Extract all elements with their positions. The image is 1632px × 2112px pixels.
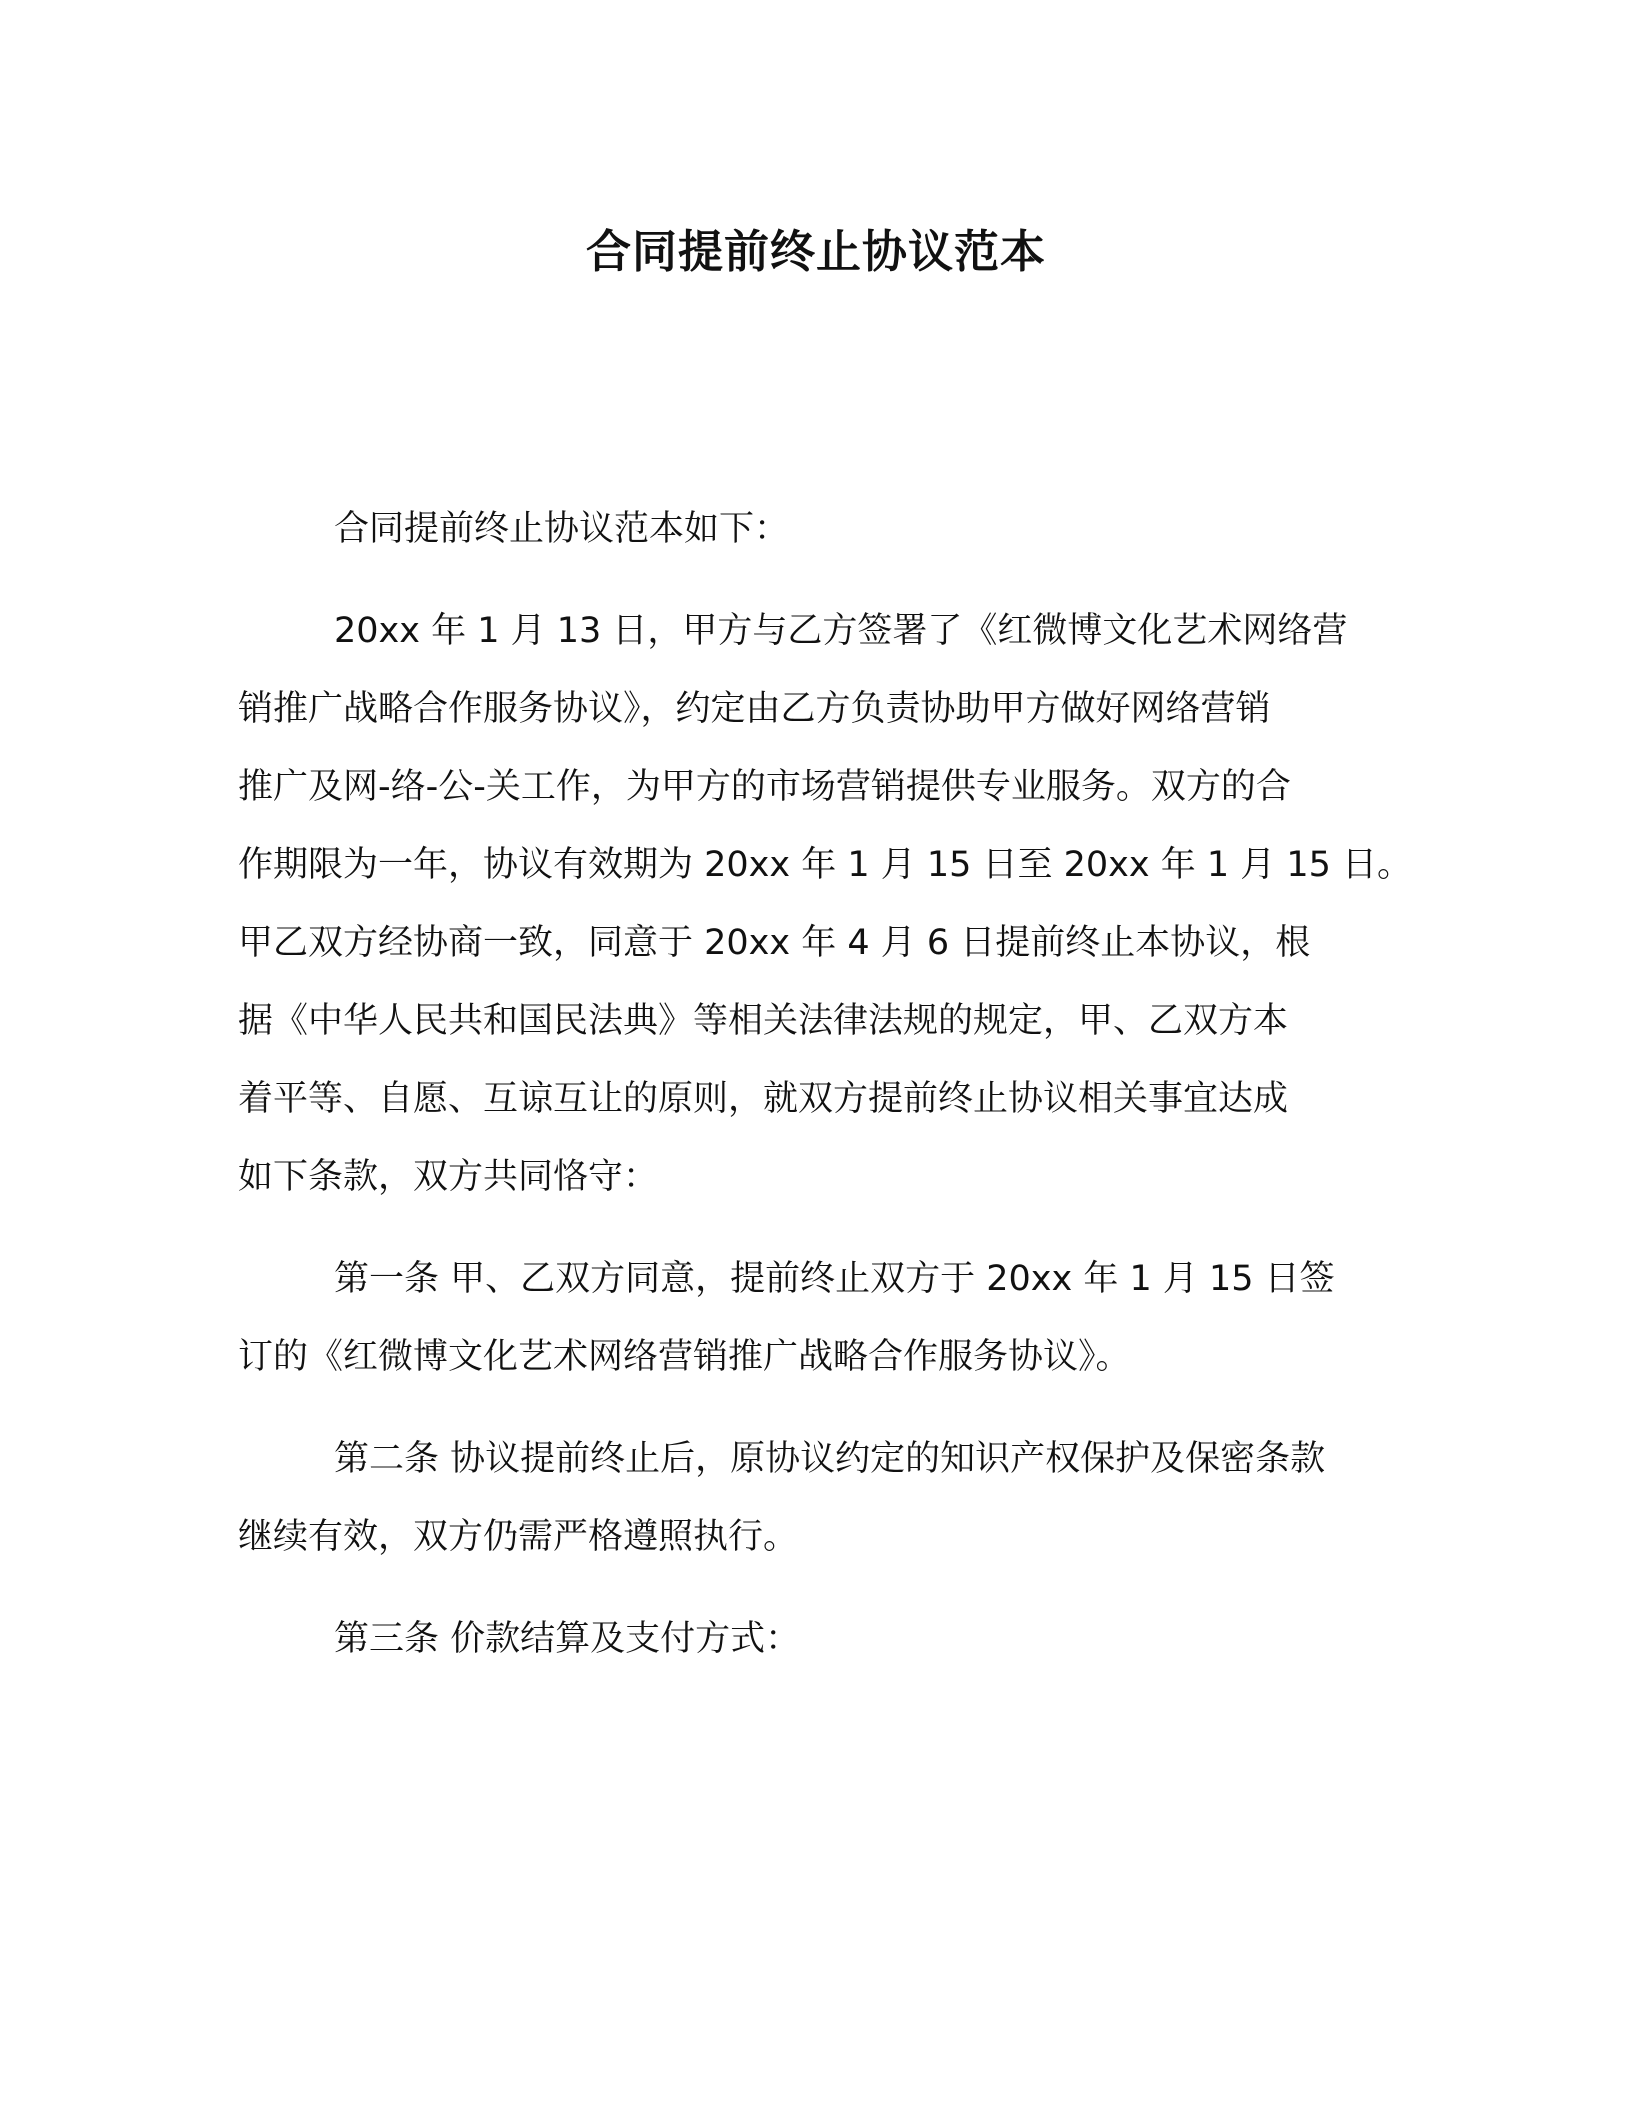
document-title: 合同提前终止协议范本 [585, 225, 1046, 278]
paragraph-line: 第一条 甲、乙双方同意，提前终止双方于 20xx 年 1 月 15 日签 [334, 1259, 1335, 1299]
paragraph-line: 销推广战略合作服务协议》，约定由乙方负责协助甲方做好网络营销 [238, 689, 1271, 729]
paragraph-line: 如下条款，双方共同恪守： [238, 1157, 659, 1197]
paragraph-line: 着平等、自愿、互谅互让的原则，就双方提前终止协议相关事宜达成 [238, 1079, 1289, 1119]
article-1-paragraph [238, 1240, 1408, 1396]
paragraph-line: 20xx 年 1 月 13 日，甲方与乙方签署了《红微博文化艺术网络营 [334, 611, 1348, 651]
document-body [238, 490, 1413, 1702]
paragraph-line: 订的《红微博文化艺术网络营销推广战略合作服务协议》。 [238, 1337, 1131, 1377]
article-3-paragraph: 第三条 价款结算及支付方式： [334, 1619, 801, 1659]
paragraph-line: 第二条 协议提前终止后，原协议约定的知识产权保护及保密条款 [334, 1439, 1326, 1479]
paragraph-line: 作期限为一年，协议有效期为 20xx 年 1 月 15 日至 20xx 年 1 月 15 日。 [238, 845, 1413, 885]
paragraph-line: 据《中华人民共和国民法典》等相关法律法规的规定，甲、乙双方本 [238, 1001, 1289, 1041]
paragraph-line: 推广及网-络-公-关工作，为甲方的市场营销提供专业服务。双方的合 [238, 767, 1291, 807]
intro-paragraph: 合同提前终止协议范本如下： [334, 509, 790, 549]
paragraph-line: 继续有效，双方仍需严格遵照执行。 [238, 1517, 799, 1557]
paragraph-background [238, 592, 1413, 1216]
paragraph-line: 甲乙双方经协商一致，同意于 20xx 年 4 月 6 日提前终止本协议，根 [238, 923, 1311, 963]
article-2-paragraph [238, 1420, 1408, 1576]
